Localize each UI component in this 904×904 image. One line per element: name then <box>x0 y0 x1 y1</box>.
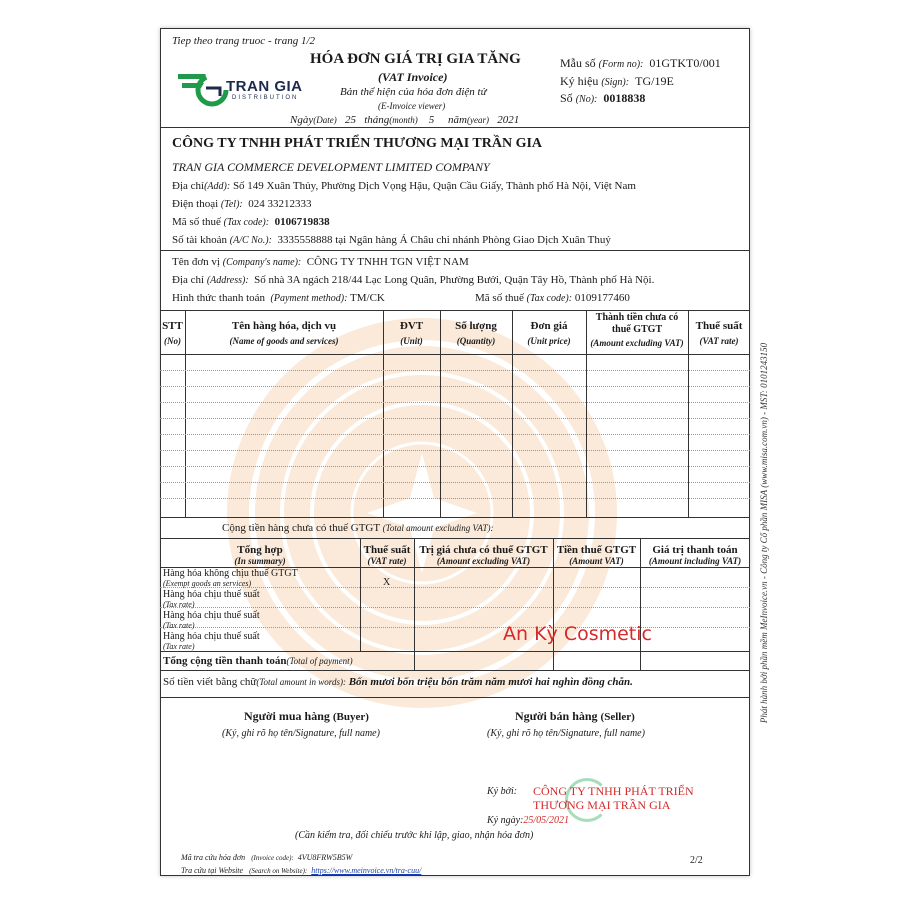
summary-header-category: Tổng hợp (In summary) <box>234 544 286 566</box>
viewer-subtitle: Bản thể hiện của hóa đơn điện tử <box>340 86 487 98</box>
table-border <box>160 517 750 518</box>
buyer-signature-title: Người mua hàng (Buyer) <box>244 709 369 723</box>
invoice-page <box>160 28 750 876</box>
seller-signature-note: (Ký, ghi rõ họ tên/Signature, full name) <box>487 728 645 739</box>
page-number: 2/2 <box>690 855 703 866</box>
seller-signature-title: Người bán hàng (Seller) <box>515 709 635 723</box>
col-header-quantity: Số lượng (Quantity) <box>455 320 497 346</box>
signed-date: Ký ngày:25/05/2021 <box>487 815 569 826</box>
row-guide <box>160 386 750 387</box>
summary-row: Hàng hóa chịu thuế suất (Tax rate) <box>163 631 260 651</box>
signed-by-label: Ký bởi: <box>487 786 518 797</box>
form-number: Mẫu số (Form no): 01GTKT0/001 <box>560 56 721 70</box>
row-guide <box>160 434 750 435</box>
buyer-tax: Mã số thuế (Tax code): 0109177460 <box>475 292 630 304</box>
buyer-unit: Tên đơn vị (Company's name): CÔNG TY TNHH TGN VIỆT NAM <box>172 256 469 268</box>
seller-address: Địa chỉ(Add): Số 149 Xuân Thủy, Phường Dịch Vọng Hậu, Quận Cầu Giấy, Thành phố Hà Nội, Việt Nam <box>172 180 636 192</box>
summary-header-total: Giá trị thanh toán (Amount including VAT) <box>648 544 742 566</box>
table-border <box>160 354 750 355</box>
col-header-unit: ĐVT (Unit) <box>399 320 424 346</box>
table-border <box>160 538 750 539</box>
summary-row: Hàng hóa không chịu thuế GTGT (Exempt goods an services) <box>163 568 298 588</box>
summary-row: Hàng hóa chịu thuế suất (Tax rate) <box>163 589 260 609</box>
invoice-title: HÓA ĐƠN GIÁ TRỊ GIA TĂNG <box>310 51 521 67</box>
seller-account: Số tài khoản (A/C No.): 3335558888 tại Ngân hàng Á Châu chi nhánh Phòng Giao Dịch Xuân Thuỷ <box>172 234 611 246</box>
row-guide <box>160 466 750 467</box>
row-guide <box>160 402 750 403</box>
summary-row-rate: X <box>383 577 391 588</box>
seller-name-en: TRAN GIA COMMERCE DEVELOPMENT LIMITED COMPANY <box>172 160 490 174</box>
buyer-payment: Hình thức thanh toán (Payment method): TM/CK <box>172 292 385 304</box>
divider <box>160 127 750 128</box>
side-publisher-note: Phát hành bởi phần mềm MeInvoice.vn - Công ty Cổ phần MISA (www.misa.com.vn) - MST: 0101243150 <box>759 342 769 724</box>
summary-header-vat: Tiền thuế GTGT (Amount VAT) <box>556 544 637 566</box>
seller-tax: Mã số thuế (Tax code): 0106719838 <box>172 216 330 228</box>
row-guide <box>160 370 750 371</box>
col-header-vat-rate: Thuế suất (VAT rate) <box>695 320 743 346</box>
total-payment-label: Tổng cộng tiền thanh toán(Total of payment) <box>163 655 353 667</box>
seller-tel: Điện thoại (Tel): 024 33212333 <box>172 198 312 210</box>
check-note: (Cần kiểm tra, đối chiếu trước khi lập, giao, nhận hóa đơn) <box>295 830 534 841</box>
logo-brand: TRAN GIA <box>226 78 303 95</box>
buyer-signature-note: (Ký, ghi rõ họ tên/Signature, full name) <box>222 728 380 739</box>
signed-by-line1: CÔNG TY TNHH PHÁT TRIỂN <box>533 784 694 798</box>
row-guide <box>160 498 750 499</box>
row-guide <box>160 450 750 451</box>
divider <box>160 697 750 698</box>
summary-row: Hàng hóa chịu thuế suất (Tax rate) <box>163 610 260 630</box>
stamp-text: An Kỳ Cosmetic <box>503 623 652 645</box>
date-line: Ngày(Date) 25 tháng(month) 5 năm(year) 2021 <box>290 114 520 126</box>
logo-tagline: DISTRIBUTION <box>232 95 299 101</box>
summary-header-amount: Trị giá chưa có thuế GTGT (Amount excluding VAT) <box>419 544 548 566</box>
continued-note: Tiep theo trang truoc - trang 1/2 <box>172 35 315 47</box>
row-guide <box>160 418 750 419</box>
col-header-unit-price: Đơn giá (Unit price) <box>527 320 571 346</box>
invoice-sign: Ký hiệu (Sign): TG/19E <box>560 74 674 88</box>
row-guide <box>160 482 750 483</box>
lookup-link[interactable]: https://www.meinvoice.vn/tra-cuu/ <box>311 866 422 875</box>
buyer-address: Địa chỉ (Address): Số nhà 3A ngách 218/44 Lạc Long Quân, Phường Bưởi, Quận Tây Hồ, Thành phố Hà Nội. <box>172 274 655 286</box>
invoice-number: Số (No): 0018838 <box>560 91 646 105</box>
table-border <box>160 310 750 311</box>
summary-header-rate: Thuế suất (VAT rate) <box>363 544 411 566</box>
col-header-amount: Thành tiền chưa có thuế GTGT (Amount excluding VAT) <box>590 312 684 348</box>
col-header-no: STT (No) <box>162 320 183 346</box>
col-header-name: Tên hàng hóa, dịch vụ (Name of goods and services) <box>229 320 339 346</box>
invoice-title-en: (VAT Invoice) <box>378 70 448 84</box>
invoice-lookup-code: Mã tra cứu hóa đơn (Invoice code): 4VU8FRW5B5W <box>181 853 353 862</box>
divider <box>160 250 750 251</box>
subtotal-label: Cộng tiền hàng chưa có thuế GTGT (Total amount excluding VAT): <box>222 522 494 534</box>
viewer-subtitle-en: (E-Invoice viewer) <box>378 101 446 111</box>
amount-in-words: Số tiền viết bằng chữ(Total amount in words): Bốn mươi bốn triệu bốn trăm năm mươi hai nghìn đồng chẵn. <box>163 676 633 688</box>
invoice-lookup-site: Tra cứu tại Website (Search on Website): https://www.meinvoice.vn/tra-cuu/ <box>181 866 422 875</box>
table-border <box>160 670 750 671</box>
signed-by-line2: THƯƠNG MẠI TRẦN GIA <box>533 798 671 812</box>
seller-name: CÔNG TY TNHH PHÁT TRIỂN THƯƠNG MẠI TRẦN GIA <box>172 136 543 151</box>
